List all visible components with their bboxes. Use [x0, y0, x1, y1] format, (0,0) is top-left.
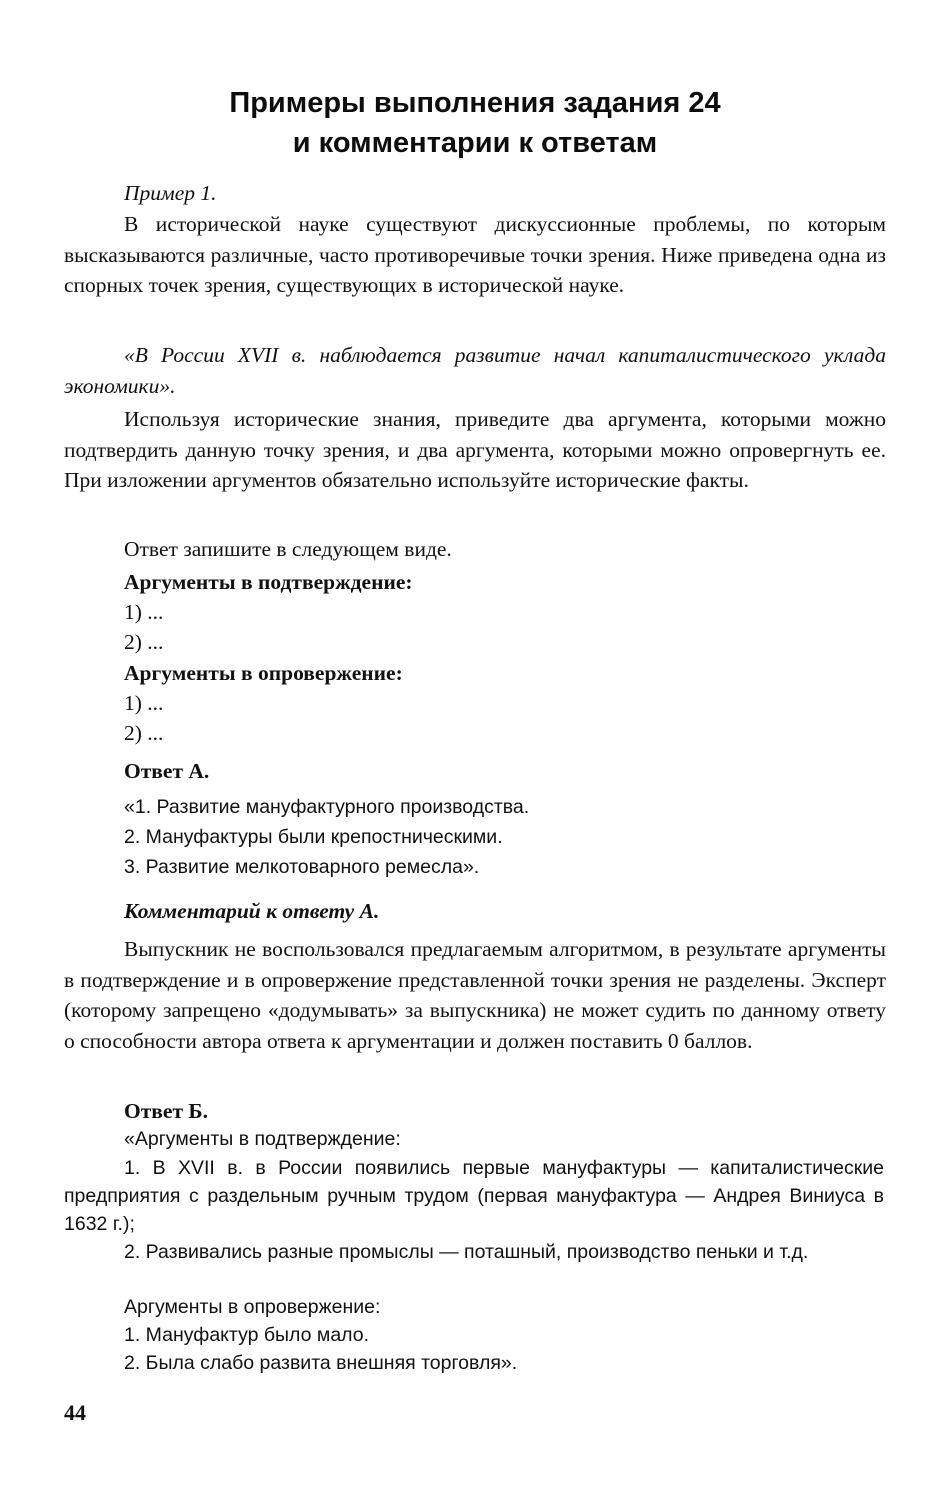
intro-paragraph [64, 209, 886, 301]
task-paragraph [64, 404, 886, 496]
intro-text: В исторической науке существуют дискуссионные проблемы, по которым высказываются различные, часто противоречивые точки зрения. Ниже приведена одна из спорных точек зрения, существующих в исторической науке. [64, 212, 886, 297]
args-refute-label: Аргументы в опровержение: [124, 661, 403, 685]
answer-a-line: «1. Развитие мануфактурного производства. [124, 796, 530, 818]
answer-b-refute-heading: Аргументы в опровержение: [124, 1296, 381, 1318]
answer-format-instruction: Ответ запишите в следующем виде. [124, 537, 452, 561]
quote-text: «В России XVII в. наблюдается развитие начал капиталистического уклада экономики». [64, 343, 886, 398]
example-label: Пример 1. [124, 181, 217, 205]
answer-b-label: Ответ Б. [124, 1099, 208, 1123]
page-number: 44 [64, 1400, 86, 1425]
answer-b-confirm-1 [64, 1154, 884, 1238]
answer-b-confirm-1-text: 1. В XVII в. в России появились первые мануфактуры — капиталистические предприятия с раздельным ручным трудом (первая мануфактура — Андрея Виниуса в 1632 г.); [64, 1157, 884, 1235]
args-confirm-item: 1) ... [124, 600, 164, 624]
args-refute-item: 1) ... [124, 691, 164, 715]
args-confirm-label: Аргументы в подтверждение: [124, 570, 413, 594]
args-refute-item: 2) ... [124, 721, 164, 745]
page-title-line-2: и комментарии к ответам [292, 127, 658, 159]
comment-a-paragraph [64, 934, 886, 1056]
answer-a-label: Ответ А. [124, 759, 210, 783]
answer-a-line: 2. Мануфактуры были крепостническими. [124, 826, 503, 848]
answer-b-refute-1: 1. Мануфактур было мало. [124, 1324, 370, 1346]
comment-a-text: Выпускник не воспользовался предлагаемым алгоритмом, в результате аргументы в подтверждение и в опровержение представленной точки зрения не разделены. Эксперт (которому запрещено «додумывать» за выпускника) не может судить по данному ответу о способности автора ответа к аргументации и должен поставить 0 баллов. [64, 937, 886, 1053]
task-text: Используя исторические знания, приведите два аргумента, которыми можно подтвердить данную точку зрения, и два аргумента, которыми можно опровергнуть ее. При изложении аргументов обязательно используйте исторические факты. [64, 407, 886, 492]
args-confirm-item: 2) ... [124, 630, 164, 654]
answer-a-line: 3. Развитие мелкотоварного ремесла». [124, 856, 480, 878]
answer-b-confirm-2-text: 2. Развивались разные промыслы — поташный, производство пеньки и т.д. [124, 1241, 809, 1263]
page-title-line-1: Примеры выполнения задания 24 [229, 87, 721, 119]
answer-b-refute-2: 2. Была слабо развита внешняя торговля». [124, 1352, 518, 1374]
comment-a-label: Комментарий к ответу А. [124, 899, 380, 923]
answer-b-confirm-heading: «Аргументы в подтверждение: [124, 1128, 401, 1150]
answer-b-confirm-2 [64, 1238, 884, 1266]
quote-paragraph [64, 340, 886, 401]
